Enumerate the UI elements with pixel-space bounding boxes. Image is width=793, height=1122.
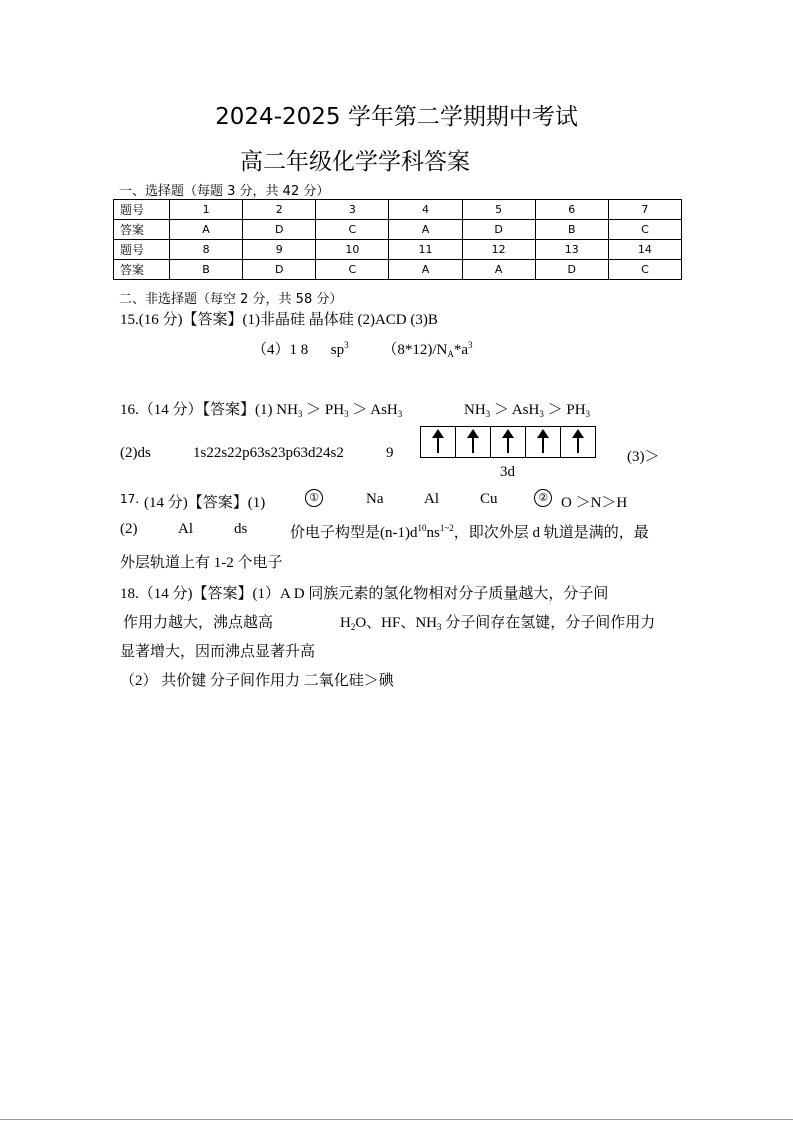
answer-title: 高二年级化学学科答案 (240, 149, 470, 175)
circled-one-text: ① (309, 491, 319, 504)
answer-cell: D (243, 260, 316, 280)
answer-cell: A (389, 260, 462, 280)
q16-text: ＞ AsH (490, 402, 540, 418)
q16-line1-second (464, 398, 590, 419)
question-number: 4 (389, 200, 462, 220)
q15-formula-sub: A (447, 349, 454, 359)
question-number: 7 (608, 200, 681, 220)
answer-cell: A (389, 220, 462, 240)
q15-line1: 15.(16 分)【答案】(1)非晶硅 晶体硅 (2)ACD (3)B (120, 312, 438, 328)
orbital-box (560, 426, 596, 458)
q17-sup: 10 (417, 523, 427, 533)
spin-up-arrow-icon (507, 431, 509, 453)
question-number: 3 (316, 200, 389, 220)
q15-part4: （4）1 8 (252, 342, 309, 358)
exam-title: 2024-2025 学年第二学期期中考试 (215, 104, 578, 130)
answer-cell: B (535, 220, 608, 240)
q18-line3: 显著增大，因而沸点显著升高 (120, 644, 316, 660)
question-number: 1 (170, 200, 243, 220)
q16-part3: (3)＞ (627, 449, 660, 465)
page-bottom-divider (0, 1119, 793, 1120)
circled-one (305, 489, 323, 507)
orbital-box (525, 426, 561, 458)
answer-cell: A (170, 220, 243, 240)
spin-up-arrow-icon (542, 431, 544, 453)
q16-sub: 3 (397, 409, 403, 419)
q15-formula-b: *a (453, 342, 469, 358)
question-number: 10 (316, 240, 389, 260)
q16-line1 (120, 398, 402, 419)
q16-sub: 3 (344, 409, 349, 419)
table-row (114, 200, 682, 220)
question-number: 11 (389, 240, 462, 260)
q17-head: (14 分)【答案】(1) (144, 495, 266, 511)
q17-valence (290, 521, 649, 542)
row-label: 题号 (114, 200, 170, 220)
section1-heading: 一、选择题（每题 3 分，共 42 分） (119, 184, 330, 199)
row-label: 答案 (114, 220, 170, 240)
q17-na: Na (366, 491, 384, 507)
spin-up-arrow-icon (472, 431, 474, 453)
table-row (114, 220, 682, 240)
q17-order: O ＞N＞H (561, 495, 628, 511)
question-number: 6 (535, 200, 608, 220)
q17-sup: 1~2 (439, 523, 454, 533)
q18-line2b (340, 611, 655, 632)
q15-formula-sup: 3 (468, 340, 473, 350)
spin-up-arrow-icon (577, 431, 579, 453)
q15-formula-a: （8*12)/N (382, 342, 448, 358)
q17-text: ，即次外层 d 轨道是满的，最 (453, 525, 649, 541)
q16-text: 16.（14 分）【答案】(1) NH (120, 402, 298, 418)
answer-cell: D (462, 220, 535, 240)
answer-cell: A (462, 260, 535, 280)
q16-config: 1s22s22p63s23p63d24s2 (193, 445, 344, 461)
answer-cell: C (608, 260, 681, 280)
q15-sp: sp (330, 342, 345, 358)
q17-text: 价电子构型是(n-1)d (290, 525, 418, 541)
q16-text: ＞ PH (543, 402, 586, 418)
q18-sub: 3 (437, 622, 442, 632)
orbital-diagram (420, 426, 596, 458)
answer-cell: C (316, 260, 389, 280)
orbital-box (420, 426, 456, 458)
q18-sub: 2 (350, 622, 356, 632)
table-row (114, 260, 682, 280)
row-label: 题号 (114, 240, 170, 260)
q16-sub: 3 (539, 409, 544, 419)
question-number: 2 (243, 200, 316, 220)
q17-al: Al (424, 491, 439, 507)
table-row (114, 240, 682, 260)
q15-line2 (252, 338, 473, 359)
q17-cu: Cu (480, 491, 498, 507)
q17-part2: (2) (120, 521, 138, 537)
circled-two (534, 489, 552, 507)
q17-al2: Al (178, 521, 193, 537)
q16-text: ＞ PH (302, 402, 345, 418)
row-label: 答案 (114, 260, 170, 280)
circled-two-text: ② (538, 491, 548, 504)
q18-line1: 18.（14 分)【答案】(1）A D 同族元素的氢化物相对分子质量越大，分子间 (120, 586, 609, 602)
q16-text: NH (464, 402, 486, 418)
q16-nine: 9 (386, 445, 394, 461)
q16-sub: 3 (585, 409, 591, 419)
q16-text: ＞ AsH (348, 402, 398, 418)
answer-table (113, 199, 682, 280)
orbital-box (490, 426, 526, 458)
q16-sub: 3 (297, 409, 303, 419)
q18-line4: （2） 共价键 分子间作用力 二氧化硅＞碘 (120, 673, 394, 689)
question-number: 8 (170, 240, 243, 260)
q18-text: O、HF、NH (355, 615, 438, 631)
q18-line2a: 作用力越大，沸点越高 (123, 615, 274, 631)
question-number: 12 (462, 240, 535, 260)
answer-cell: D (243, 220, 316, 240)
q17-number: 17. (120, 492, 140, 506)
answer-cell: C (316, 220, 389, 240)
q15-sp-sup: 3 (344, 340, 349, 350)
q17-line3: 外层轨道上有 1-2 个电子 (120, 555, 283, 571)
answer-cell: D (535, 260, 608, 280)
answer-cell: C (608, 220, 681, 240)
answer-cell: B (170, 260, 243, 280)
q16-part2: (2)ds (120, 445, 151, 461)
q17-text: ns (426, 525, 440, 541)
orbital-label: 3d (500, 464, 515, 480)
question-number: 9 (243, 240, 316, 260)
question-number: 14 (608, 240, 681, 260)
q18-text: H (340, 615, 351, 631)
section2-heading: 二、非选择题（每空 2 分，共 58 分） (119, 292, 343, 307)
question-number: 5 (462, 200, 535, 220)
orbital-box (455, 426, 491, 458)
question-number: 13 (535, 240, 608, 260)
q18-text: 分子间存在氢键，分子间作用力 (441, 615, 656, 631)
q16-sub: 3 (485, 409, 491, 419)
q17-ds: ds (234, 521, 248, 537)
spin-up-arrow-icon (437, 431, 439, 453)
